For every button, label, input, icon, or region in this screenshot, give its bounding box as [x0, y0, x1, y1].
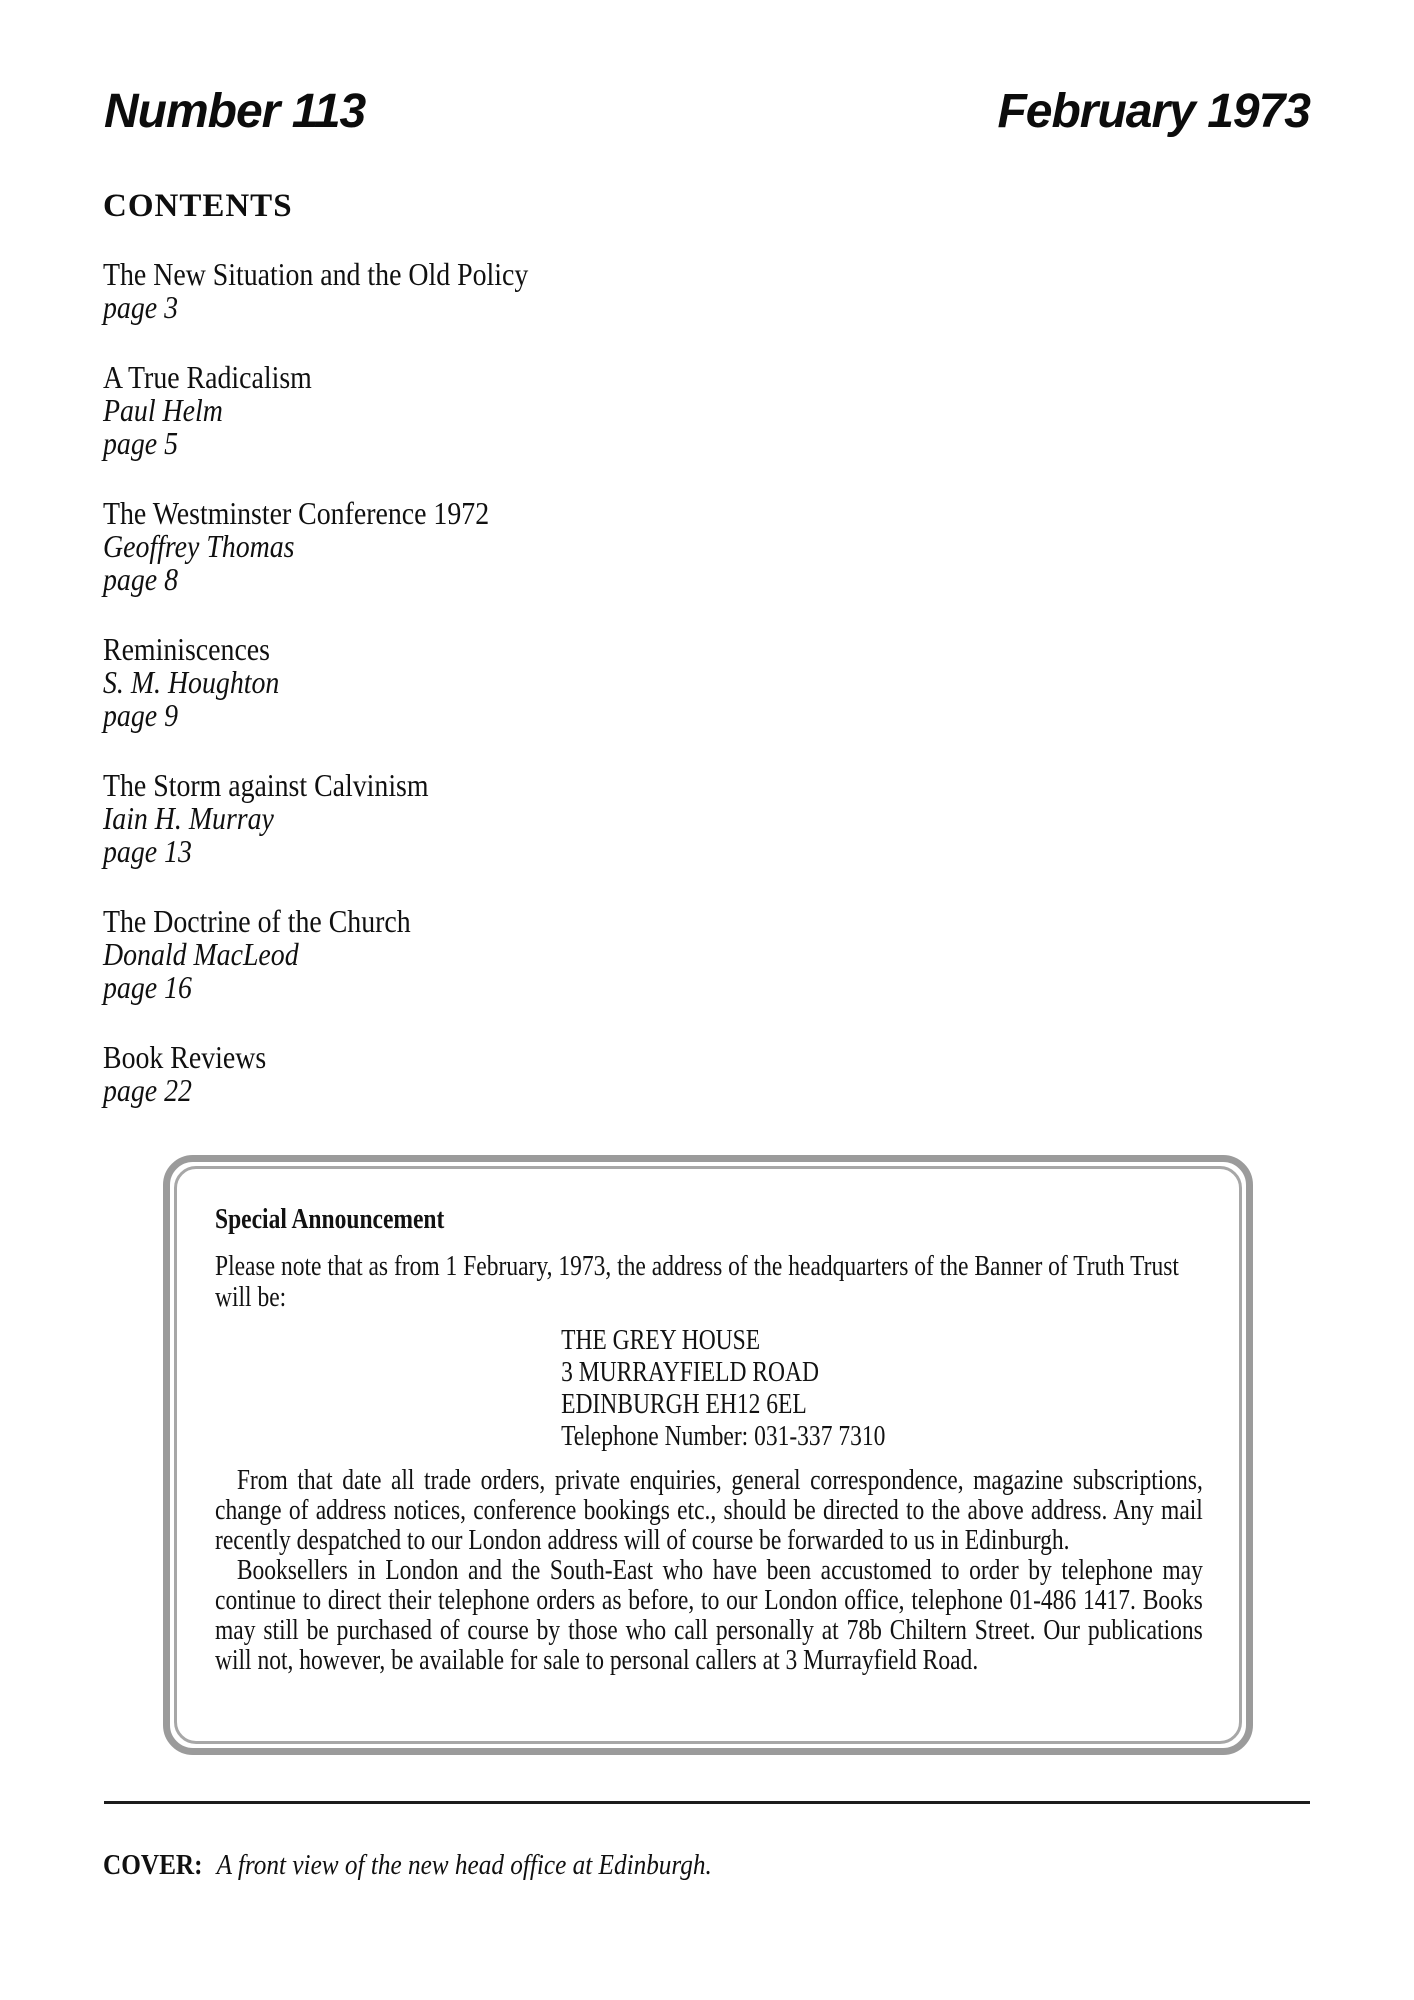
toc-item-author: Paul Helm	[103, 392, 223, 428]
cover-caption	[103, 1848, 803, 1882]
toc-item	[103, 769, 851, 868]
toc-item-title: The Westminster Conference 1972	[103, 495, 490, 531]
toc-item-title: Reminiscences	[103, 631, 270, 667]
special-announcement-box	[163, 1155, 1253, 1755]
issue-number: Number 113	[104, 85, 366, 138]
toc-item-page: page 5	[103, 425, 178, 461]
toc-item-author: Donald MacLeod	[103, 936, 299, 972]
toc-item-page: page 3	[103, 289, 178, 325]
contents-list-inner	[103, 258, 851, 1107]
cover-label: COVER:	[103, 1849, 203, 1881]
issue-date: February 1973	[997, 85, 1310, 138]
address-line: 3 MURRAYFIELD ROAD	[561, 1357, 819, 1388]
announcement-address	[561, 1325, 1203, 1453]
toc-item	[103, 905, 851, 1004]
cover-caption-inner	[103, 1848, 712, 1882]
address-line: Telephone Number: 031-337 7310	[561, 1421, 886, 1452]
toc-item-page: page 22	[103, 1072, 192, 1108]
toc-item-author: Geoffrey Thomas	[103, 528, 295, 564]
announcement-paragraph-1: From that date all trade orders, private enquiries, general correspondence, magazine subscriptions, change of address notices, conference bookings etc., should be directed to the above address. Any mail recently despatched to our London address will of course be forwarded to us in Edinburgh.	[215, 1465, 1203, 1556]
address-line: THE GREY HOUSE	[561, 1325, 761, 1356]
announcement-paragraph-2: Booksellers in London and the South-East who have been accustomed to order by telephone may continue to direct their telephone orders as before, to our London office, telephone 01-486 1417. Books may still be purchased of course by those who call personally at 78b Chiltern Street. Our publications will not, however, be available for sale to personal callers at 3 Murrayfield Road.	[215, 1555, 1203, 1676]
toc-item-title: The Storm against Calvinism	[103, 767, 429, 803]
toc-item-title: The Doctrine of the Church	[103, 903, 411, 939]
toc-item-title: The New Situation and the Old Policy	[103, 256, 529, 292]
special-announcement-box-inner	[174, 1166, 1242, 1744]
toc-item-author: S. M. Houghton	[103, 664, 280, 700]
contents-list	[103, 258, 863, 1144]
toc-item-page: page 8	[103, 561, 178, 597]
toc-item-page: page 9	[103, 697, 178, 733]
toc-item	[103, 361, 851, 460]
toc-item	[103, 1041, 851, 1107]
address-line: EDINBURGH EH12 6EL	[561, 1389, 807, 1420]
special-announcement-content	[215, 1205, 1203, 1676]
toc-item	[103, 497, 851, 596]
announcement-intro: Please note that as from 1 February, 1973, the address of the headquarters of the Banner of Truth Trust will be:	[215, 1251, 1179, 1313]
footer-divider	[104, 1801, 1310, 1804]
toc-item-title: Book Reviews	[103, 1039, 267, 1075]
masthead	[104, 84, 1310, 140]
toc-item	[103, 633, 851, 732]
announcement-heading: Special Announcement	[215, 1204, 445, 1235]
toc-item-page: page 13	[103, 833, 192, 869]
contents-heading: CONTENTS	[103, 188, 293, 224]
toc-item-author: Iain H. Murray	[103, 800, 274, 836]
toc-item-title: A True Radicalism	[103, 359, 312, 395]
toc-item	[103, 258, 851, 324]
cover-description: A front view of the new head office at Edinburgh.	[216, 1849, 712, 1881]
toc-item-page: page 16	[103, 969, 192, 1005]
